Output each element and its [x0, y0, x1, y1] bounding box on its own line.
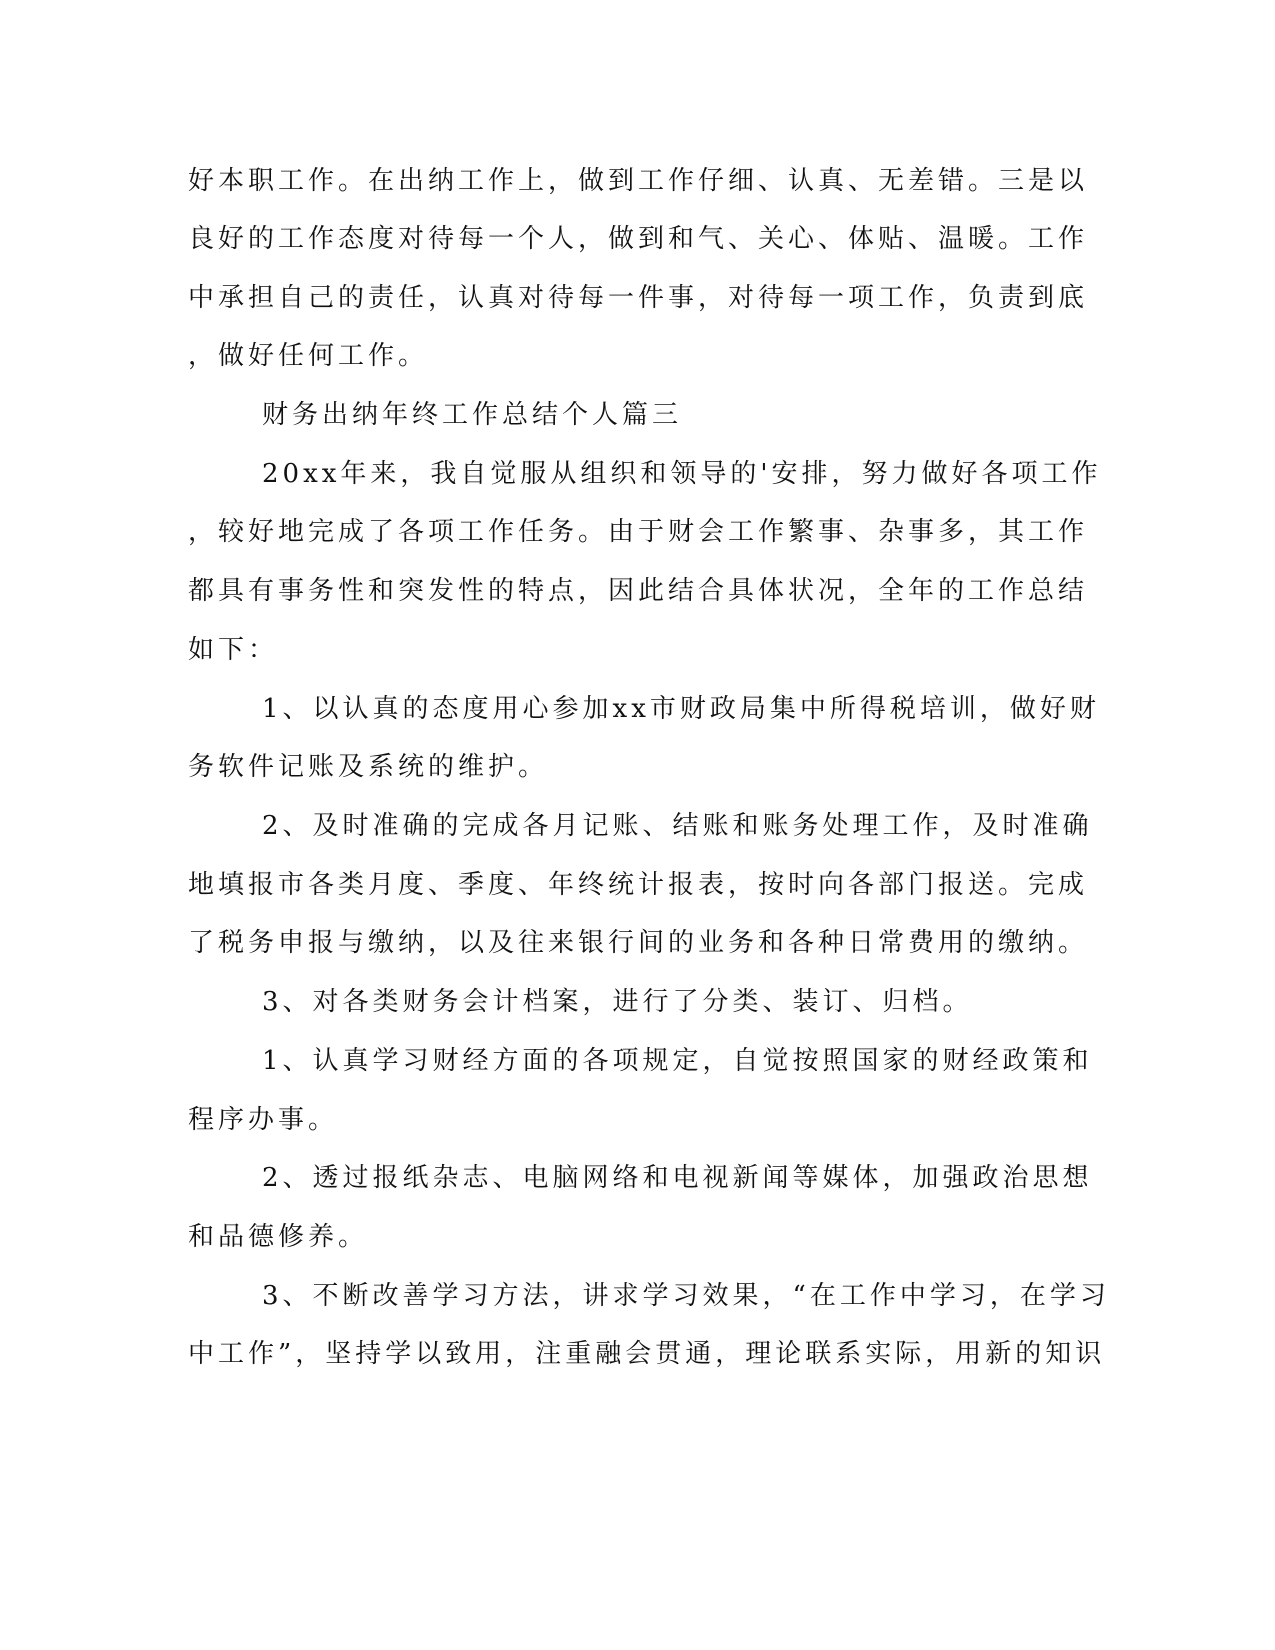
text-line: 中承担自己的责任，认真对待每一件事，对待每一项工作，负责到底 [188, 283, 1089, 313]
text-line: 了税务申报与缴纳，以及往来银行间的业务和各种日常费用的缴纳。 [188, 928, 1089, 958]
text-line: 和品德修养。 [188, 1222, 369, 1252]
text-line: 务软件记账及系统的维护。 [188, 752, 549, 782]
text-line: 20xx年来，我自觉服从组织和领导的'安排，努力做好各项工作 [262, 459, 1102, 489]
text-line: 如下： [188, 635, 279, 665]
text-line: 都具有事务性和突发性的特点，因此结合具体状况，全年的工作总结 [188, 576, 1089, 606]
text-line: 3、对各类财务会计档案，进行了分类、装订、归档。 [262, 987, 973, 1017]
text-line: ，较好地完成了各项工作任务。由于财会工作繁事、杂事多，其工作 [188, 517, 1089, 547]
text-line: 良好的工作态度对待每一个人，做到和气、关心、体贴、温暖。工作 [188, 224, 1089, 254]
section-heading: 财务出纳年终工作总结个人篇三 [262, 400, 683, 430]
text-line: 3、不断改善学习方法，讲求学习效果，“在工作中学习，在学习 [262, 1281, 1110, 1311]
text-line: 1、认真学习财经方面的各项规定，自觉按照国家的财经政策和 [262, 1046, 1093, 1076]
text-line: 中工作”，坚持学以致用，注重融会贯通，理论联系实际，用新的知识 [188, 1339, 1106, 1369]
text-line: ，做好任何工作。 [188, 341, 429, 371]
text-line: 2、透过报纸杂志、电脑网络和电视新闻等媒体，加强政治思想 [262, 1163, 1093, 1193]
text-line: 程序办事。 [188, 1105, 339, 1135]
text-line: 好本职工作。在出纳工作上，做到工作仔细、认真、无差错。三是以 [188, 166, 1089, 196]
text-line: 地填报市各类月度、季度、年终统计报表，按时向各部门报送。完成 [188, 870, 1089, 900]
text-line: 2、及时准确的完成各月记账、结账和账务处理工作，及时准确 [262, 811, 1093, 841]
text-line: 1、以认真的态度用心参加xx市财政局集中所得税培训，做好财 [262, 694, 1100, 724]
